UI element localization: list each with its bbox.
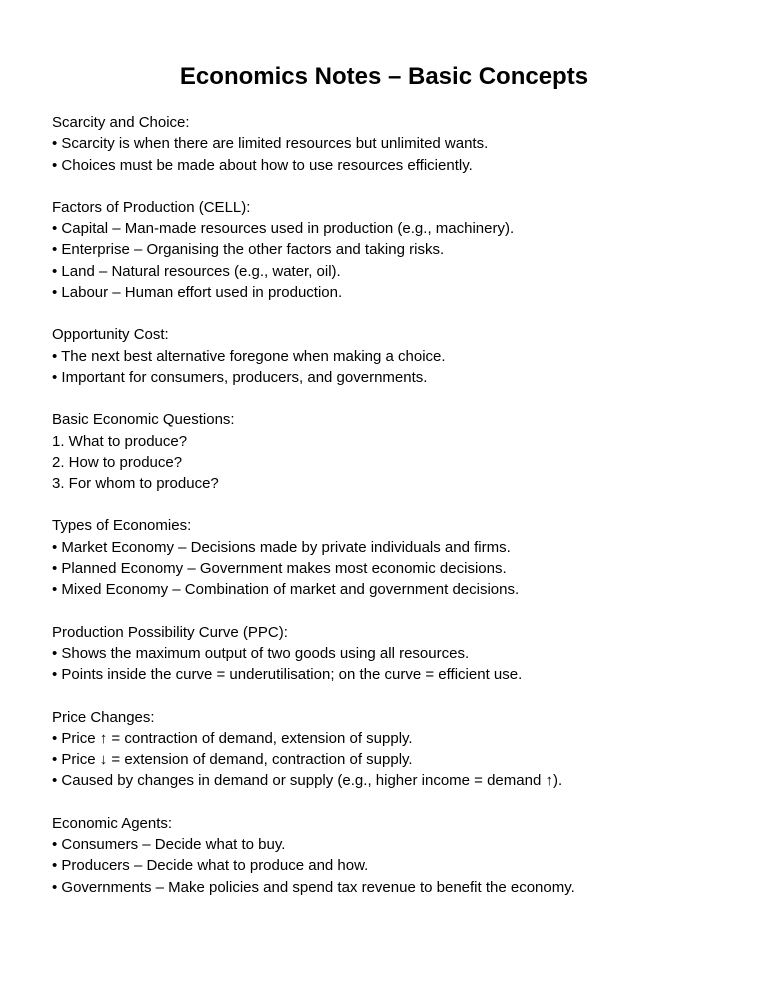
section-heading: Economic Agents: xyxy=(52,814,173,832)
bullet-line: • Land – Natural resources (e.g., water, oil). xyxy=(52,262,341,280)
document-body xyxy=(52,112,732,919)
bullet-line: • Price ↓ = extension of demand, contraction of supply. xyxy=(52,751,413,769)
bullet-line: • Points inside the curve = underutilisation; on the curve = efficient use. xyxy=(52,666,523,684)
section-economic-agents xyxy=(52,813,732,898)
bullet-line: • Governments – Make policies and spend tax revenue to benefit the economy. xyxy=(52,878,575,896)
document-title: Economics Notes – Basic Concepts xyxy=(179,63,589,90)
bullet-line: • Capital – Man-made resources used in production (e.g., machinery). xyxy=(52,220,515,238)
section-factors-of-production xyxy=(52,197,732,303)
bullet-line: • Mixed Economy – Combination of market and government decisions. xyxy=(52,581,520,599)
bullet-line: • Choices must be made about how to use resources efficiently. xyxy=(52,156,473,174)
bullet-line: • Producers – Decide what to produce and how. xyxy=(52,857,369,875)
section-price-changes xyxy=(52,707,732,792)
bullet-line: • Important for consumers, producers, and governments. xyxy=(52,368,428,386)
section-heading: Types of Economies: xyxy=(52,517,192,535)
numbered-line: 2. How to produce? xyxy=(52,453,183,471)
section-opportunity-cost xyxy=(52,324,732,388)
bullet-line: • Market Economy – Decisions made by private individuals and firms. xyxy=(52,538,511,556)
section-heading: Scarcity and Choice: xyxy=(52,114,190,131)
bullet-line: • The next best alternative foregone when making a choice. xyxy=(52,347,446,365)
bullet-line: • Planned Economy – Government makes most economic decisions. xyxy=(52,560,507,578)
section-scarcity-and-choice xyxy=(52,112,732,176)
section-production-possibility-curve xyxy=(52,622,732,686)
section-heading: Factors of Production (CELL): xyxy=(52,198,251,216)
bullet-line: • Scarcity is when there are limited resources but unlimited wants. xyxy=(52,135,489,153)
bullet-line: • Consumers – Decide what to buy. xyxy=(52,836,286,854)
section-heading: Opportunity Cost: xyxy=(52,326,169,344)
bullet-line: • Labour – Human effort used in production. xyxy=(52,284,343,302)
bullet-line: • Caused by changes in demand or supply (e.g., higher income = demand ↑). xyxy=(52,772,563,790)
section-basic-economic-questions xyxy=(52,409,732,494)
numbered-line: 1. What to produce? xyxy=(52,432,188,450)
section-heading: Price Changes: xyxy=(52,708,155,726)
numbered-line: 3. For whom to produce? xyxy=(52,475,219,493)
section-types-of-economies xyxy=(52,515,732,600)
bullet-line: • Enterprise – Organising the other factors and taking risks. xyxy=(52,241,445,259)
bullet-line: • Shows the maximum output of two goods using all resources. xyxy=(52,644,470,662)
section-heading: Basic Economic Questions: xyxy=(52,411,235,429)
bullet-line: • Price ↑ = contraction of demand, extension of supply. xyxy=(52,729,413,747)
section-heading: Production Possibility Curve (PPC): xyxy=(52,623,288,641)
